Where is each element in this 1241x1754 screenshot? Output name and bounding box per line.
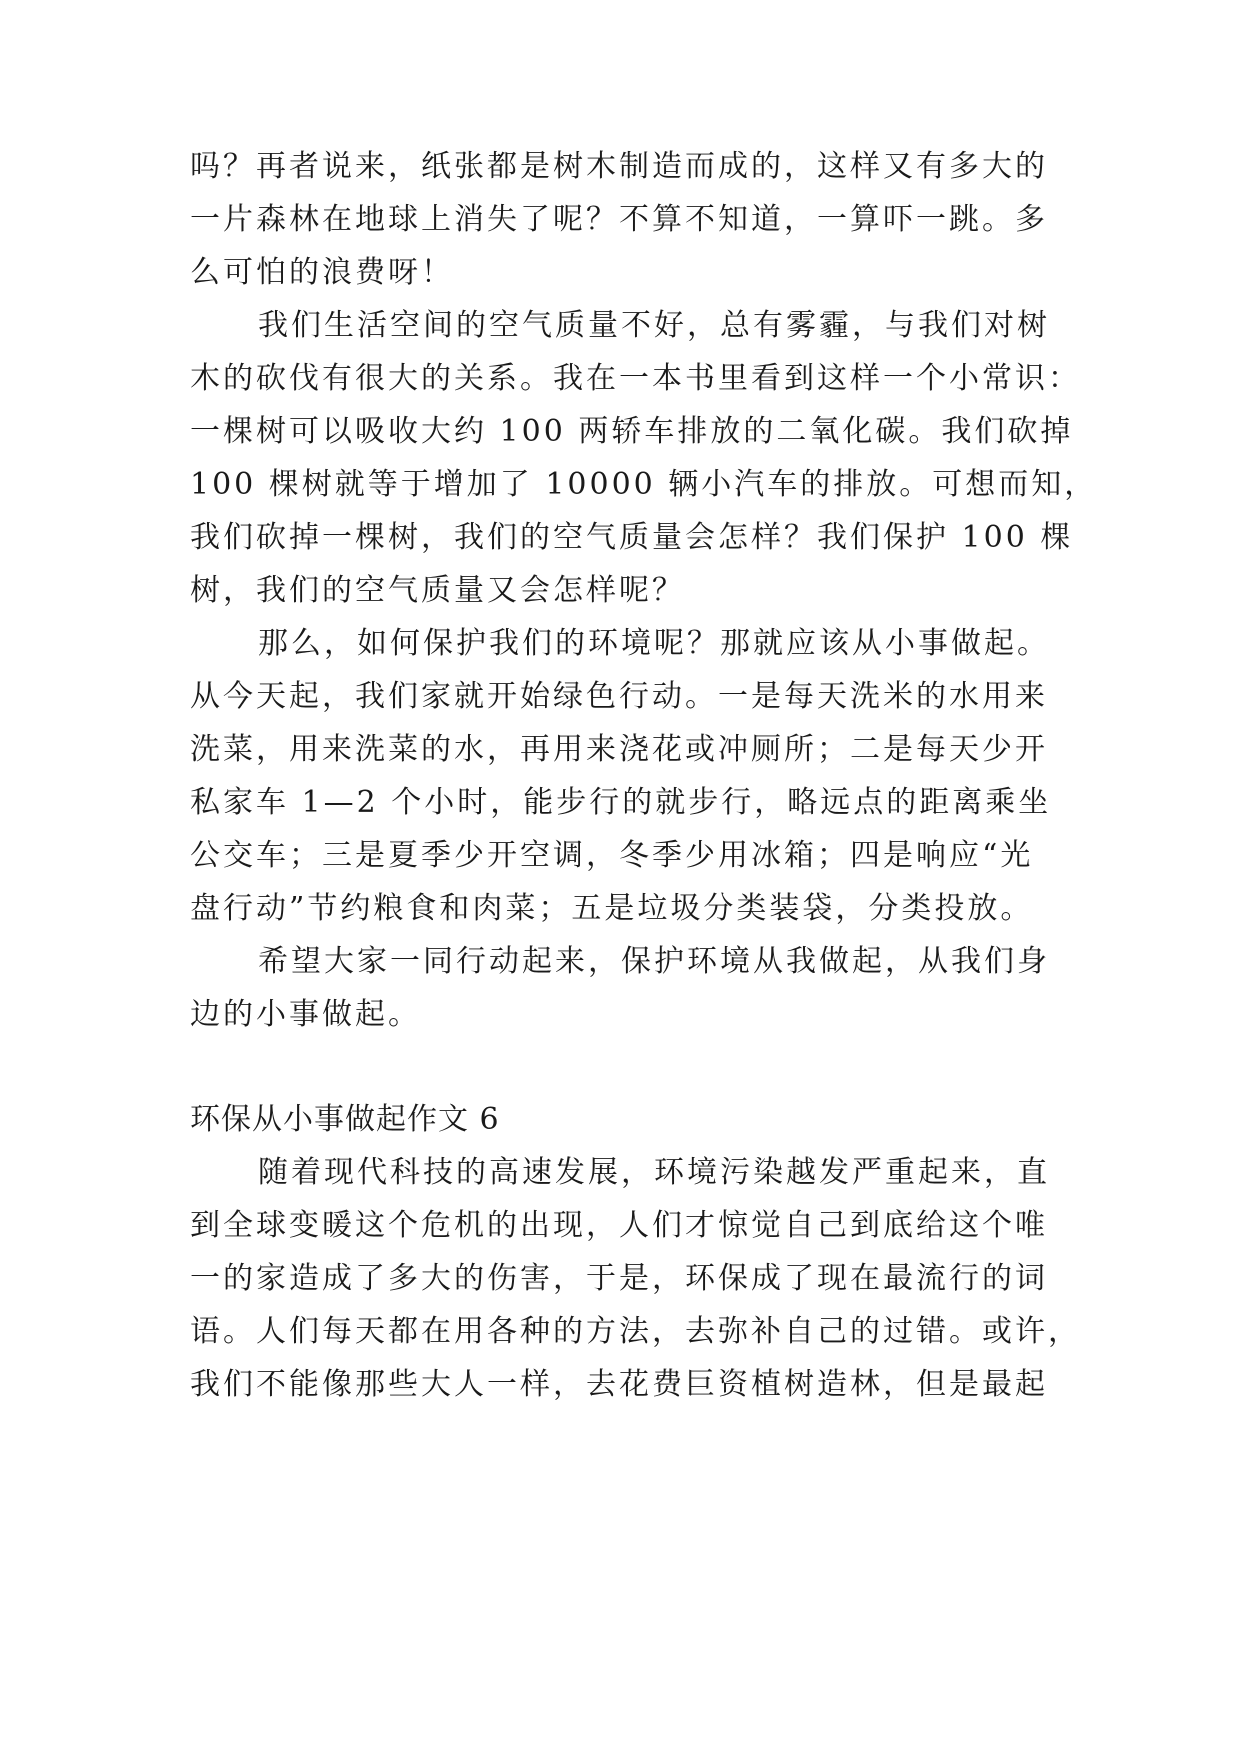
- paragraph-2-line-5: 我们砍掉一棵树，我们的空气质量会怎样？我们保护 100 棵: [190, 520, 1074, 555]
- paragraph-2-line-6: 树，我们的空气质量又会怎样呢？: [190, 573, 685, 608]
- paragraph-4-line-1: 希望大家一同行动起来，保护环境从我做起，从我们身: [258, 944, 1050, 979]
- paragraph-2-line-4: 100 棵树就等于增加了 10000 辆小汽车的排放。可想而知，: [190, 467, 1098, 502]
- section-paragraph-line-1: 随着现代科技的高速发展，环境污染越发严重起来，直: [258, 1155, 1050, 1190]
- section-paragraph-line-4: 语。人们每天都在用各种的方法，去弥补自己的过错。或许，: [190, 1314, 1081, 1349]
- paragraph-3-line-6: 盘行动”节约粮食和肉菜；五是垃圾分类装袋，分类投放。: [190, 891, 1034, 926]
- section-paragraph-line-3: 一的家造成了多大的伤害，于是，环保成了现在最流行的词: [190, 1261, 1048, 1296]
- paragraph-3-line-1: 那么，如何保护我们的环境呢？那就应该从小事做起。: [258, 626, 1050, 661]
- paragraph-3-line-3: 洗菜，用来洗菜的水，再用来浇花或冲厕所；二是每天少开: [190, 732, 1048, 767]
- paragraph-2-line-1: 我们生活空间的空气质量不好，总有雾霾，与我们对树: [258, 308, 1050, 343]
- section-paragraph-line-2: 到全球变暖这个危机的出现，人们才惊觉自己到底给这个唯: [190, 1208, 1048, 1243]
- paragraph-3-line-2: 从今天起，我们家就开始绿色行动。一是每天洗米的水用来: [190, 679, 1048, 714]
- paragraph-3-line-4: 私家车 1—2 个小时，能步行的就步行，略远点的距离乘坐: [190, 785, 1052, 820]
- paragraph-4-line-2: 边的小事做起。: [190, 997, 421, 1032]
- paragraph-1-line-1: 吗？再者说来，纸张都是树木制造而成的，这样又有多大的: [190, 149, 1048, 184]
- paragraph-1-line-2: 一片森林在地球上消失了呢？不算不知道，一算吓一跳。多: [190, 202, 1048, 237]
- section-title: 环保从小事做起作文 6: [190, 1102, 500, 1137]
- section-paragraph-line-5: 我们不能像那些大人一样，去花费巨资植树造林，但是最起: [190, 1367, 1048, 1402]
- paragraph-1-line-3: 么可怕的浪费呀！: [190, 255, 454, 290]
- paragraph-2-line-3: 一棵树可以吸收大约 100 两轿车排放的二氧化碳。我们砍掉: [190, 414, 1074, 449]
- paragraph-3-line-5: 公交车；三是夏季少开空调，冬季少用冰箱；四是响应“光: [190, 838, 1034, 873]
- paragraph-2-line-2: 木的砍伐有很大的关系。我在一本书里看到这样一个小常识：: [190, 361, 1081, 396]
